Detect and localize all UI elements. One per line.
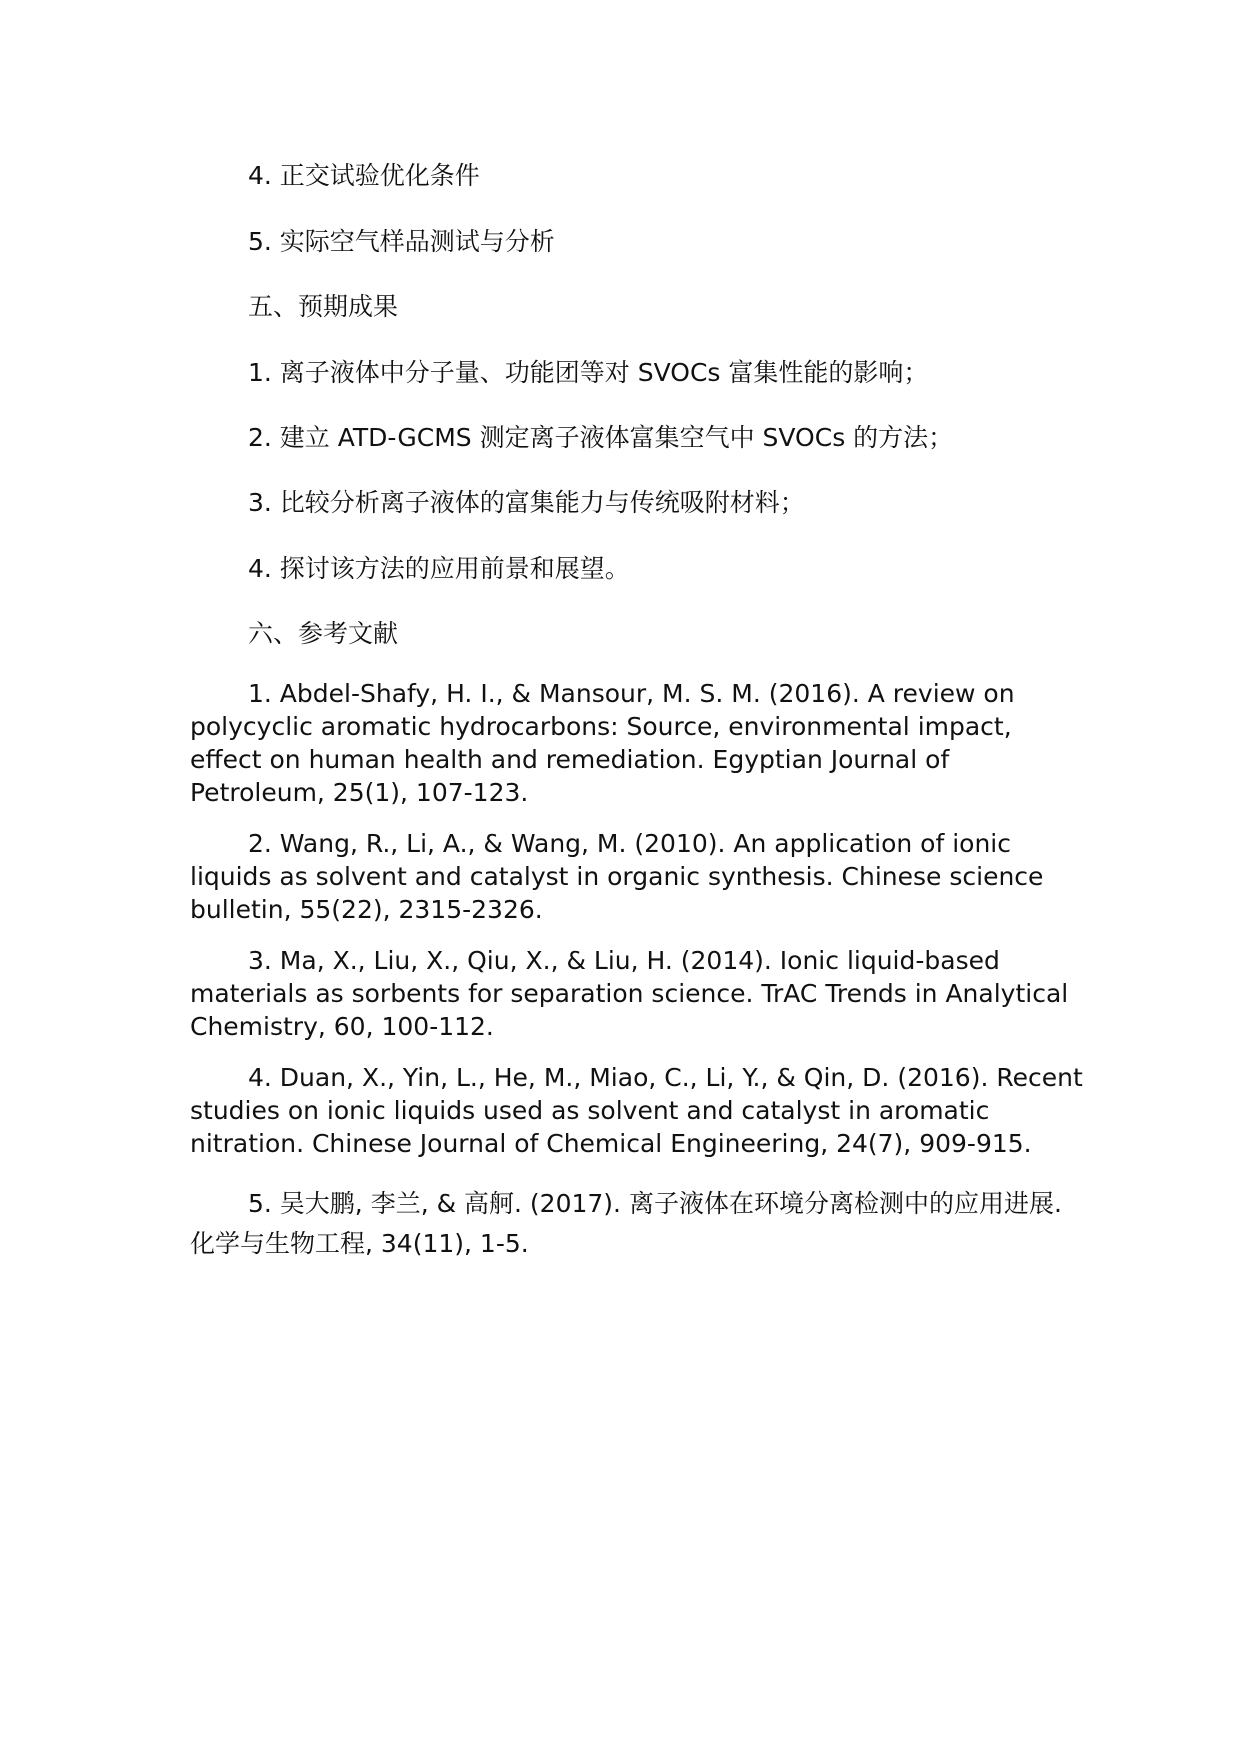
outline-item-4: 4. 正交试验优化条件 [248, 161, 480, 190]
expected-result-item-3: 3. 比较分析离子液体的富集能力与传统吸附材料； [248, 488, 805, 517]
reference-item-2: 2. Wang, R., Li, A., & Wang, M. (2010). An application of ionic liquids as solvent and catalyst in organic synthesis. Chinese science bulletin, 55(22), 2315-2326. [190, 829, 1044, 924]
reference-item-3: 3. Ma, X., Liu, X., Qiu, X., & Liu, H. (2014). Ionic liquid-based materials as sorbents for separation science. TrAC Trends in Analytical Chemistry, 60, 100-112. [190, 946, 1069, 1041]
reference-item-5: 5. 吴大鹏, 李兰, & 高舸. (2017). 离子液体在环境分离检测中的应用进展. 化学与生物工程, 34(11), 1-5. [190, 1189, 1062, 1258]
outline-item-5: 5. 实际空气样品测试与分析 [248, 227, 555, 256]
expected-result-item-2: 2. 建立 ATD-GCMS 测定离子液体富集空气中 SVOCs 的方法； [248, 423, 954, 452]
expected-result-item-4: 4. 探讨该方法的应用前景和展望。 [248, 554, 630, 583]
reference-item-4: 4. Duan, X., Yin, L., He, M., Miao, C., Li, Y., & Qin, D. (2016). Recent studies on ionic liquids used as solvent and catalyst in aromatic nitration. Chinese Journal of Chemical Engineering, 24(7), 909-915. [190, 1063, 1083, 1158]
reference-item-1: 1. Abdel-Shafy, H. I., & Mansour, M. S. M. (2016). A review on polycyclic aromatic hydrocarbons: Source, environmental impact, effect on human health and remediation. Egyptian Journal of Petroleum, 25(1), 107-123. [190, 679, 1015, 807]
expected-result-item-1: 1. 离子液体中分子量、功能团等对 SVOCs 富集性能的影响； [248, 358, 929, 387]
section-heading-references: 六、参考文献 [248, 619, 399, 648]
section-heading-expected-results: 五、预期成果 [248, 292, 399, 321]
